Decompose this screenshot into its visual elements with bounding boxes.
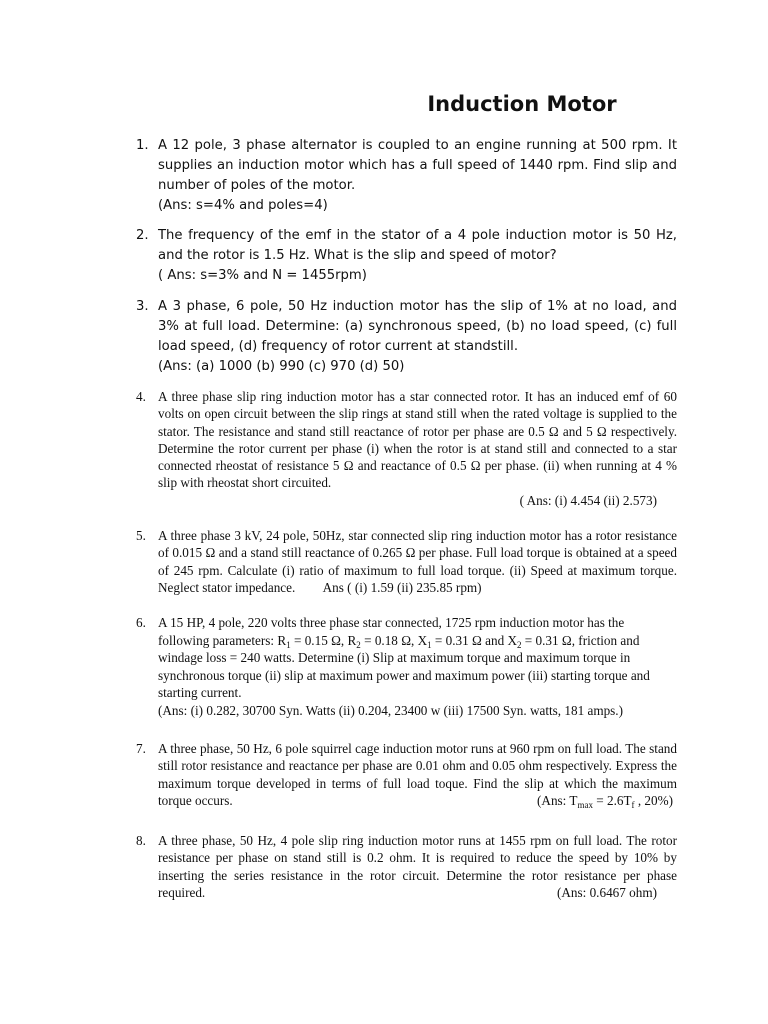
problem-text	[158, 226, 677, 286]
problem-statement: A three phase 3 kV, 24 pole, 50Hz, star connected slip ring induction motor has a rotor resistance of 0.015 Ω and a stand still reactance of 0.265 Ω per phase. Full load torque is obtained at a speed of 245 rpm. Calculate (i) ratio of maximum to full load torque. (ii) Speed at maximum torque. Neglect stator impedance.	[158, 528, 677, 595]
problem-answer: (Ans: (i) 0.282, 30700 Syn. Watts (ii) 0.204, 23400 w (iii) 17500 Syn. watts, 181 amps.)	[158, 702, 623, 718]
problem-7	[136, 740, 677, 809]
problem-number: 3.	[136, 299, 149, 314]
problem-statement: A three phase, 50 Hz, 4 pole slip ring induction motor runs at 1455 rpm on full load. The rotor resistance per phase on stand still is 0.2 ohm. It is required to reduce the speed by 10% by inserting the series resistance in the rotor circuit. Determine the rotor resistance per phase required.	[158, 833, 677, 900]
problem-3	[136, 297, 677, 377]
problem-answer: (Ans: 0.6467 ohm)	[556, 884, 657, 900]
problem-text	[158, 740, 677, 809]
problem-text	[158, 388, 677, 509]
problem-statement: A 15 HP, 4 pole, 220 volts three phase star connected, 1725 rpm induction motor has the following parameters: $R_1 = 0.15$ Ω, $R_2 = 0.18$ Ω, $X_1 = 0.31$ Ω and $X_2 = 0.31$ Ω, friction and windage loss = 240 watts. Determine (i) Slip at maximum torque and maximum torque in synchronous torque (ii) slip at maximum power and maximum power (iii) starting torque and starting current.	[158, 615, 650, 701]
problem-number: 6.	[136, 615, 146, 630]
problem-4	[136, 388, 677, 509]
problem-6	[136, 614, 677, 720]
problem-text	[158, 527, 677, 596]
problem-answer: Ans ( (i) 1.59 (ii) 235.85 rpm)	[322, 579, 482, 595]
problem-text	[158, 297, 677, 377]
problem-number: 7.	[136, 741, 146, 756]
problem-number: 4.	[136, 389, 146, 404]
problem-5	[136, 527, 677, 596]
problem-number: 8.	[136, 833, 146, 848]
problem-number: 1.	[136, 138, 149, 153]
problem-answer: (Ans: $T_{max} = 2.6T_f$ , 20%)	[537, 792, 673, 810]
problem-number: 2.	[136, 228, 149, 243]
problem-answer: ( Ans: (i) 4.454 (ii) 2.573)	[519, 492, 657, 508]
problem-8	[136, 832, 677, 901]
page-title: Induction Motor	[427, 92, 617, 116]
problem-answer: (Ans: s=4% and poles=4)	[158, 198, 328, 213]
problem-answer: ( Ans: s=3% and N = 1455rpm)	[158, 268, 367, 283]
problem-text	[158, 136, 677, 216]
problem-statement: The frequency of the emf in the stator of a 4 pole induction motor is 50 Hz, and the rotor is 1.5 Hz. What is the slip and speed of motor?	[158, 228, 677, 263]
problem-statement: A three phase, 50 Hz, 6 pole squirrel cage induction motor runs at 960 rpm on full load. The stand still rotor resistance and reactance per phase are 0.01 ohm and 0.05 ohm respectively. Express the maximum torque developed in terms of full load toque. Find the slip at which the maximum torque occurs.	[158, 741, 677, 808]
problem-statement: A three phase slip ring induction motor has a star connected rotor. It has an induced emf of 60 volts on open circuit between the slip rings at stand still when the rated voltage is supplied to the stator. The resistance and stand still reactance of rotor per phase are 0.5 Ω and 5 Ω respectively. Determine the rotor current per phase (i) when the rotor is at stand still and connected to a star connected rheostat of resistance 5 Ω and reactance of 0.5 Ω per phase. (ii) when running at 4 % slip with rheostat short circuited.	[158, 389, 677, 491]
problem-1	[136, 136, 677, 216]
problem-number: 5.	[136, 528, 146, 543]
problem-text	[158, 832, 677, 901]
problem-statement: A 3 phase, 6 pole, 50 Hz induction motor has the slip of 1% at no load, and 3% at full load. Determine: (a) synchronous speed, (b) no load speed, (c) full load speed, (d) frequency of rotor current at standstill.	[158, 299, 677, 354]
problem-2	[136, 226, 677, 286]
problem-answer: (Ans: (a) 1000 (b) 990 (c) 970 (d) 50)	[158, 359, 405, 374]
problem-text	[158, 614, 677, 720]
problem-statement: A 12 pole, 3 phase alternator is coupled to an engine running at 500 rpm. It supplies an induction motor which has a full speed of 1440 rpm. Find slip and number of poles of the motor.	[158, 138, 677, 193]
